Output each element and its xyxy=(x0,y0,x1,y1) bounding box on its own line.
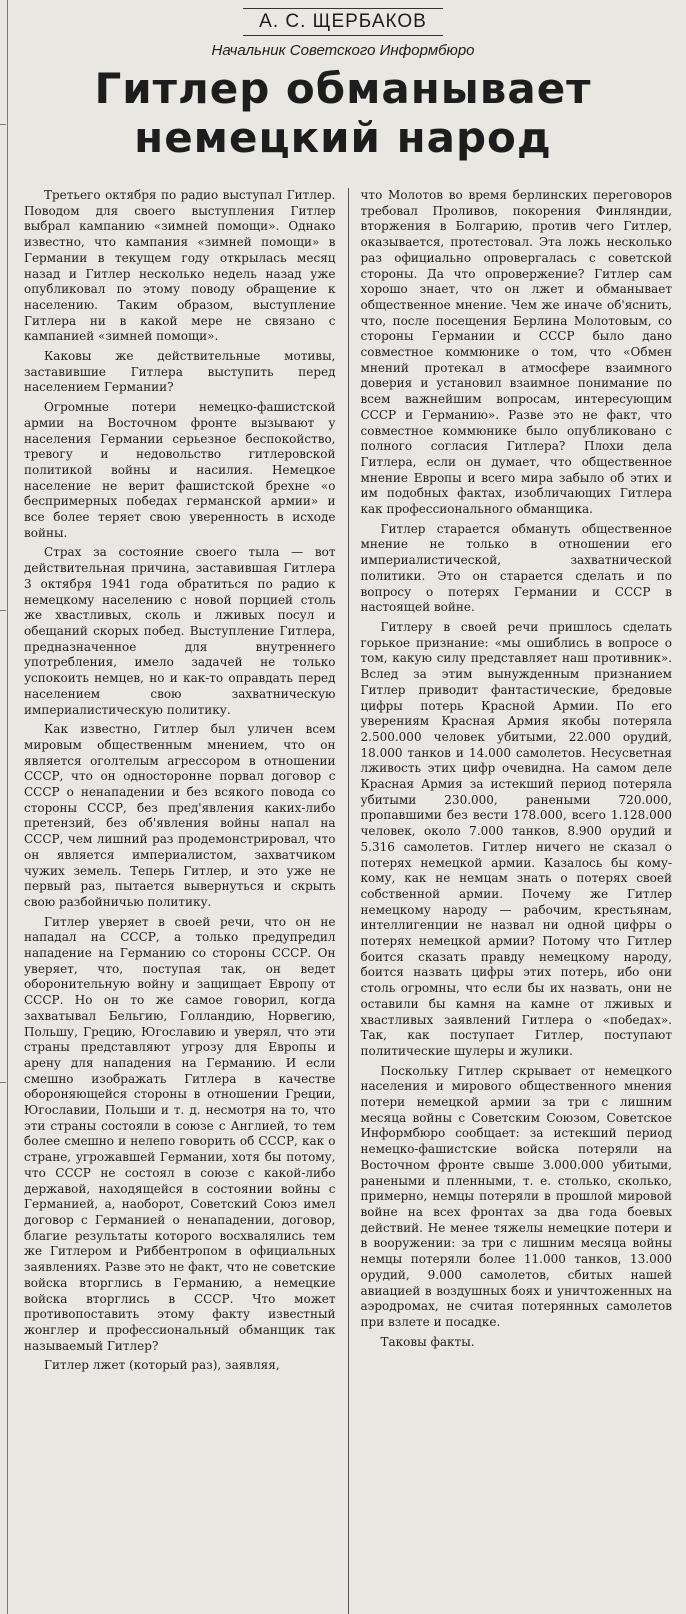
margin-tick xyxy=(0,1082,6,1083)
headline-line-2: немецкий народ xyxy=(134,113,552,162)
paragraph: Гитлер лжет (который раз), заявляя, xyxy=(44,1358,280,1373)
right-column xyxy=(349,188,673,1614)
margin-tick xyxy=(0,610,6,611)
left-column xyxy=(24,188,348,1614)
headline-line-1: Гитлер обманывает xyxy=(94,64,592,113)
left-margin-rule xyxy=(7,0,8,1614)
paragraph: Поскольку Гитлер скрывает от немецкого населения и мирового общественного мнения потери немецкой армии за три с лишним месяца войны с Советским Союзом, Советское Информбюро сообщает: за истекший период немецко-фашистские войска потеряли на Восточном фронте свыше 3.000.000 убитыми, ранеными и пленными, т. е. столько, сколько, примерно, немцы потеряли в прошлой мировой войне на всех фронтах за два года боевых действий. Не менее тяжелы немецкие потери и в вооружении: за три с лишним месяца войны немцы потеряли более 11.000 танков, 13.000 орудий, 9.000 самолетов, сбитых нашей авиацией в воздушных боях и уничтоженных на аэродромах, не считая потерянных самолетов при взлете и посадке. xyxy=(360,1063,672,1329)
paragraph: Гитлер уверяет в своей речи, что он не нападал на СССР, а только предупредил нападение на Германию со стороны СССР. Он уверяет, что, поступая так, он ведет оборонительную войну и защищает Европу от СССР. Но он то же самое говорил, когда захватывал Бельгию, Голландию, Норвегию, Польшу, Грецию, Югославию и уверял, что эти страны представляют угрозу для Европы и арену для нападения на Германию. И если смешно изображать Гитлера в качестве обороняющейся стороны в отношении Греции, Югославии, Польши и т. д. несмотря на то, что эти страны состояли в союзе с Англией, то тем более смешно и нелепо говорить об СССР, как о стране, угрожавшей Германии, хотя бы потому, что СССР не состоял в союзе с какой-либо державой, находящейся в состоянии войны с Германией, а, наоборот, Советский Союз имел договор с Германией о ненападении, договор, благие результаты которого восхвалялись тем же Гитлером и Риббентропом в официальных заявлениях. Разве это не факт, что не советские войска вторглись в Германию, а немецкие войска вторглись в СССР. Что может противопоставить этому факту известный жонглер и профессиональный обманщик так называемый Гитлер? xyxy=(24,914,336,1353)
paragraph: что Молотов во время берлинских переговоров требовал Проливов, покорения Финляндии, вторжения в Болгарию, против чего Гитлер, оказывается, протестовал. Эта ложь несколько раз официально опровергалась с советской стороны. Да что опровержение? Гитлер сам хорошо знает, что он лжет и обманывает общественное мнение. Чем же иначе об'яснить, что, после посещения Берлина Молотовым, со стороны Германии и СССР было дано совместное коммюнике о том, что «Обмен мнений протекал в атмосфере взаимного доверия и установил взаимное понимание по всем важнейшим вопросам, интересующим СССР и Германию». Разве это не факт, что совместное коммюнике было опубликовано с полного согласия Гитлера? Плохи дела Гитлера, если он думает, что общественное мнение Европы и всего мира забыло об этих и им подобных фактах, изобличающих Гитлера как профессионального обманщика. xyxy=(360,188,672,517)
paragraph: Каковы же действительные мотивы, заставившие Гитлера выступить перед населением Германии? xyxy=(24,349,336,395)
paragraph: Как известно, Гитлер был уличен всем мировым общественным мнением, что он является оголтелым агрессором в отношении СССР, что он односторонне порвал договор с СССР о ненападении и без всякого повода со стороны СССР, без пред'явления каких-либо претензий, без об'явления войны напал на СССР, чем лишний раз продемонстрировал, что он является империалистом, захватчиком чужих земель. Теперь Гитлер, и это уже не первый раз, пытается вывернуться и скрыть свою разбойничью политику. xyxy=(24,722,336,909)
paragraph: Гитлеру в своей речи пришлось сделать горькое признание: «мы ошиблись в вопросе о том, какую силу представляет наш противник». Вслед за этим вынужденным признанием Гитлер приводит фантастические, бредовые цифры потерь Красной Армии. По его уверениям Красная Армия якобы потеряла 2.500.000 человек убитыми, 22.000 орудий, 18.000 танков и 14.000 самолетов. Несусветная лживость этих цифр очевидна. На самом деле Красная Армия за истекший период потеряла убитыми 230.000, ранеными 720.000, пропавшими без вести 178.000, всего 1.128.000 человек, около 7.000 танков, 8.900 орудий и 5.316 самолетов. Гитлер ничего не сказал о потерях немецкой армии. Казалось бы кому-кому, как не немцам знать о потерях своей собственной армии. Почему же Гитлер немецкому народу — рабочим, крестьянам, интеллигенции не назвал ни одной цифры о потерях немецкой армии? Потому что Гитлер боится сказать правду немецкому народу, боится назвать цифры этих потерь, ибо они столь огромны, что если бы их назвать, они не оставили бы камня на камне от лживых и хвастливых заявлений Гитлера о «победах». Так, как поступает Гитлер, поступают политические шулеры и жулики. xyxy=(360,619,672,1058)
paragraph: Третьего октября по радио выступал Гитлер. Поводом для своего выступления Гитлер выбрал кампанию «зимней помощи». Однако известно, что кампания «зимней помощи» в Германии в текущем году открылась месяц назад и Гитлер несколько недель назад уже опубликовал по этому поводу обращение к населению. Таким образом, выступление Гитлера ни в какой мере не связано с кампанией «зимней помощи». xyxy=(24,188,336,344)
paragraph: Таковы факты. xyxy=(380,1334,475,1349)
author-position: Начальник Советского Информбюро xyxy=(211,42,475,59)
author-name: А. С. ЩЕРБАКОВ xyxy=(243,8,443,36)
article-header xyxy=(0,0,686,162)
headline xyxy=(0,64,686,162)
paragraph: Огромные потери немецко-фашистской армии на Восточном фронте вызывают у населения Германии серьезное беспокойство, тревогу и недовольство гитлеровской политикой войны и насилия. Немецкое население не верит фашистской брехне «о беспримерных победах германской армии» и все более теряет свою уверенность в исходе войны. xyxy=(24,400,336,540)
paragraph: Страх за состояние своего тыла — вот действительная причина, заставившая Гитлера 3 октября 1941 года обратиться по радио к немецкому населению с новой порцией столь же хвастливых, сколь и лживых посул и обещаний скорых побед. Выступление Гитлера, предназначенное для внутреннего употребления, имело задачей не только успокоить немцев, но и как-то оправдать перед населением свою захватническую империалистическую политику. xyxy=(24,545,336,717)
article-body xyxy=(24,188,672,1614)
paragraph: Гитлер старается обмануть общественное мнение не только в отношении его империалистической, захватнической политики. Это он старается сделать и по вопросу о потерях Германии и СССР в настоящей войне. xyxy=(360,521,672,615)
margin-tick xyxy=(0,124,6,125)
